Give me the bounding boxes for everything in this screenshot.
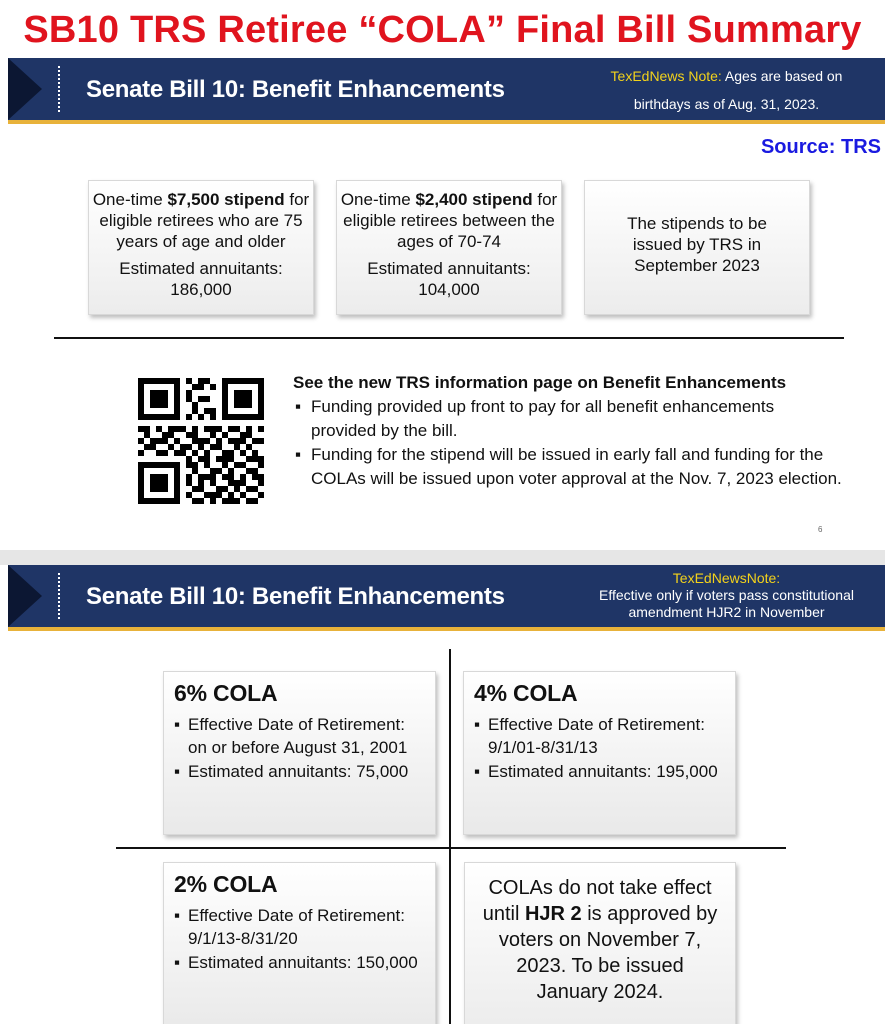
note-text: Ages are based on	[721, 68, 843, 84]
est-label: Estimated annuitants:	[119, 259, 283, 278]
qr-code-icon	[138, 378, 264, 504]
chevron-arrow-icon	[8, 58, 42, 120]
card-text: One-time	[340, 190, 416, 209]
benefit-info	[293, 371, 843, 491]
hjr-label: HJR 2	[524, 903, 582, 925]
info-title: See the new TRS information page on Benefit Enhancements	[293, 373, 787, 392]
slide-colas	[8, 565, 885, 1024]
card-text: for eligible retirees who are 75 years of age and older	[99, 190, 310, 251]
source-label: Source: TRS	[760, 136, 881, 158]
banner-title: Senate Bill 10: Benefit Enhancements	[86, 583, 505, 610]
est-label: Estimated annuitants:	[367, 259, 531, 278]
cola-approval-note	[464, 862, 736, 1024]
quadrant-divider-horizontal	[116, 847, 786, 849]
dotted-divider	[58, 66, 60, 112]
banner-gold-rule	[8, 120, 885, 124]
slide-banner	[8, 565, 885, 627]
cola-title: 6% COLA	[174, 680, 278, 706]
info-bullet: ▪ Funding provided up front to pay for all benefit enhancements provided by the bill.	[293, 395, 843, 443]
est-value: 104,000	[418, 280, 480, 299]
banner-gold-rule	[8, 627, 885, 631]
card-text: One-time	[92, 190, 168, 209]
chevron-arrow-icon	[8, 565, 42, 627]
slide-page-number: 6	[818, 525, 823, 534]
note-label: TexEdNews Note:	[610, 68, 722, 84]
info-bullets	[293, 395, 843, 491]
slide-separator	[0, 550, 885, 565]
info-bullet: ▪ Funding for the stipend will be issued in early fall and funding for the COLAs will be issued upon voter approval at the Nov. 7, 2023 election.	[293, 443, 843, 491]
note-card-text: is approved by voters on November 7, 2023. To be issued January 2024.	[498, 903, 718, 1003]
stipend-card-2400	[336, 180, 562, 315]
cola-title: 2% COLA	[174, 871, 278, 897]
note-text-line2: birthdays as of Aug. 31, 2023.	[633, 96, 820, 112]
section-divider	[54, 337, 844, 339]
cola-title: 4% COLA	[474, 680, 578, 706]
card-text: for eligible retirees between the ages of 70-74	[343, 190, 558, 251]
stipend-timing-card	[584, 180, 810, 315]
note-text: Effective only if voters pass constitutional	[599, 587, 854, 603]
note-card-text: COLAs do not take effect until	[482, 877, 712, 925]
cola-bullet: ▪ Effective Date of Retirement: 9/1/01-8/31/13	[474, 713, 725, 759]
slide-stipends	[8, 58, 885, 550]
est-value: 186,000	[170, 280, 232, 299]
note-label: TexEdNewsNote:	[672, 570, 781, 586]
card-text: The stipends to be issued by TRS in September 2023	[627, 214, 767, 275]
cola-card-2	[163, 862, 436, 1024]
texednews-note	[568, 570, 885, 621]
stipend-amount: $2,400 stipend	[415, 190, 533, 209]
dotted-divider	[58, 573, 60, 619]
cola-bullet: ▪ Estimated annuitants: 150,000	[174, 951, 425, 974]
quadrant-divider-vertical	[449, 649, 451, 1024]
cola-bullet: ▪ Effective Date of Retirement: 9/1/13-8/31/20	[174, 904, 425, 950]
cola-bullet: ▪ Effective Date of Retirement: on or before August 31, 2001	[174, 713, 425, 759]
banner-title: Senate Bill 10: Benefit Enhancements	[86, 76, 505, 103]
texednews-note	[568, 62, 885, 118]
stipend-card-7500	[88, 180, 314, 315]
slide-banner	[8, 58, 885, 120]
note-text-line2: amendment HJR2 in November	[628, 604, 825, 620]
cola-card-6	[163, 671, 436, 835]
cola-card-4	[463, 671, 736, 835]
page-title: SB10 TRS Retiree “COLA” Final Bill Summary	[23, 9, 862, 51]
stipend-amount: $7,500 stipend	[167, 190, 285, 209]
cola-bullet: ▪ Estimated annuitants: 75,000	[174, 760, 425, 783]
cola-bullet: ▪ Estimated annuitants: 195,000	[474, 760, 725, 783]
